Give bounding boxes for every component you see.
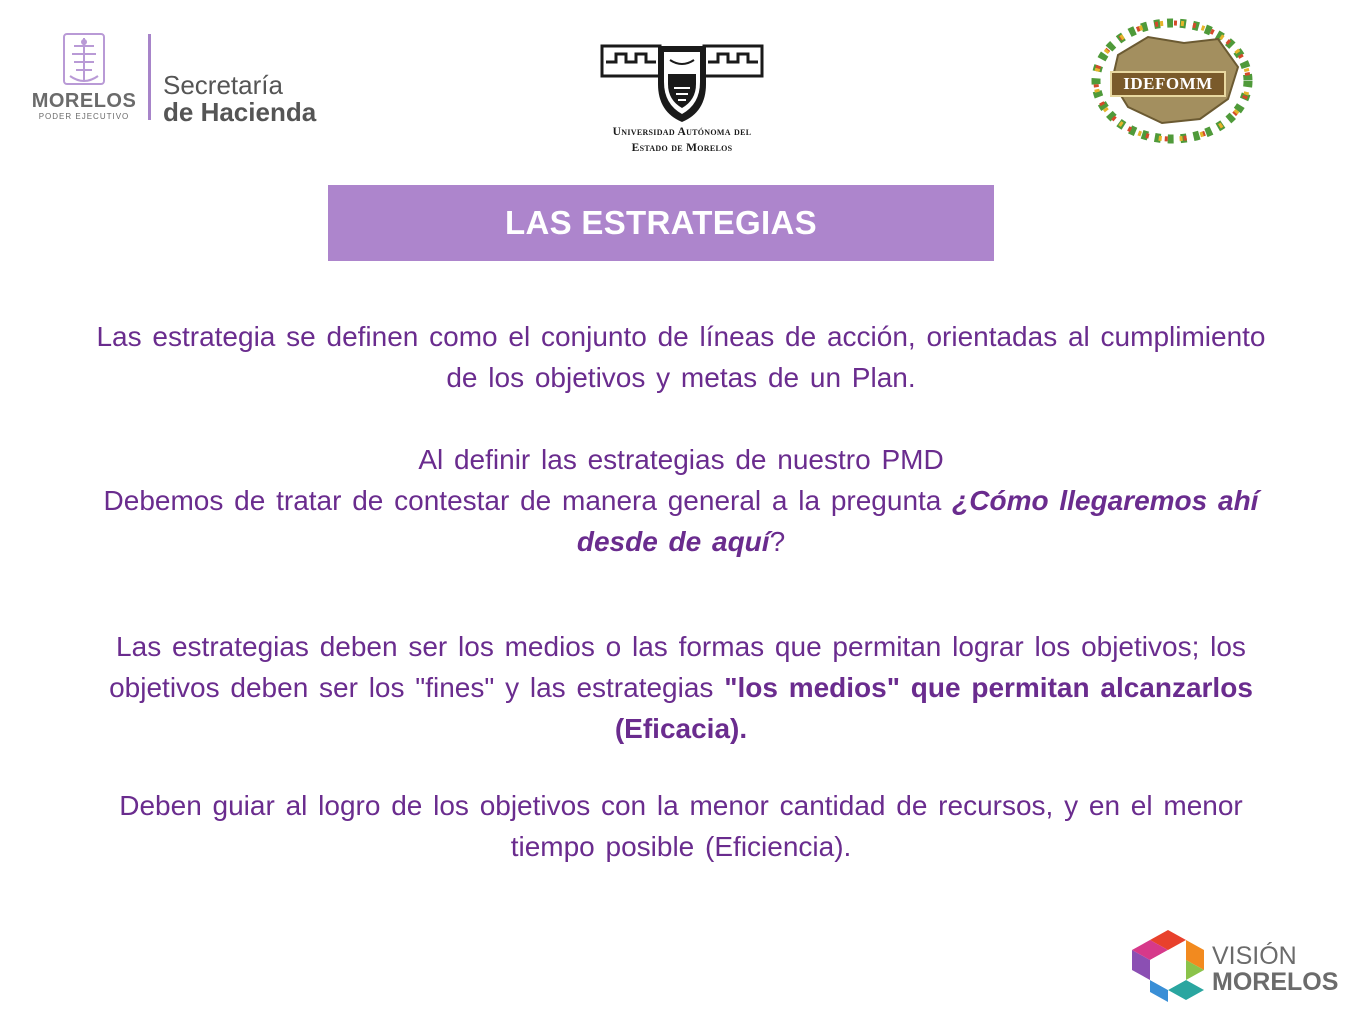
title-banner — [328, 185, 994, 261]
vision-hexagon-icon — [1128, 926, 1208, 1006]
paragraph-means-emphasis: "los medios" que permitan alcanzarlos (Eficacia). — [614, 672, 1253, 744]
morelos-wordmark: MORELOS — [31, 90, 137, 112]
vision-morelos-logo — [1128, 926, 1338, 1006]
idefomm-label: IDEFOMM — [1110, 71, 1226, 97]
logo-divider — [148, 34, 151, 120]
paragraph-definition: Las estrategia se definen como el conjunto de líneas de acción, orientadas al cumplimiento de los objetivos y metas de un Plan. — [96, 321, 1266, 393]
hacienda-label: de Hacienda — [163, 97, 317, 127]
paragraph-question-emphasis: ¿Cómo llegaremos ahí desde de aquí — [576, 485, 1259, 557]
uaem-name-line2: Estado de Morelos — [631, 142, 733, 154]
morelos-label: MORELOS — [1212, 968, 1339, 996]
poder-ejecutivo-label: PODER EJECUTIVO — [38, 112, 130, 121]
paragraph-question-body — [76, 480, 1286, 562]
uaem-name-line1: Universidad Autónoma del — [612, 126, 752, 138]
morelos-shield-icon — [62, 32, 106, 88]
page-title: LAS ESTRATEGIAS — [505, 204, 817, 241]
morelos-hacienda-logo — [30, 30, 330, 130]
idefomm-logo — [1088, 15, 1258, 145]
paragraph-means-text: Las estrategias deben ser los medios o las formas que permitan lograr los objetivos; los objetivos deben ser los "fines" y las estrategias — [109, 631, 1246, 703]
paragraph-means — [76, 626, 1286, 749]
secretaria-label: Secretaría — [163, 70, 283, 100]
uaem-logo — [592, 38, 772, 160]
paragraph-question-text: Debemos de tratar de contestar de manera general a la pregunta — [103, 485, 953, 516]
paragraph-question — [76, 439, 1286, 562]
paragraph-question-mark: ? — [769, 526, 786, 557]
paragraph-question-intro: Al definir las estrategias de nuestro PMD — [418, 444, 944, 475]
vision-label: VISIÓN — [1212, 942, 1297, 970]
paragraph-efficiency: Deben guiar al logro de los objetivos con la menor cantidad de recursos, y en el menor tiempo posible (Eficiencia). — [119, 790, 1243, 862]
uaem-crest-icon — [598, 38, 766, 124]
